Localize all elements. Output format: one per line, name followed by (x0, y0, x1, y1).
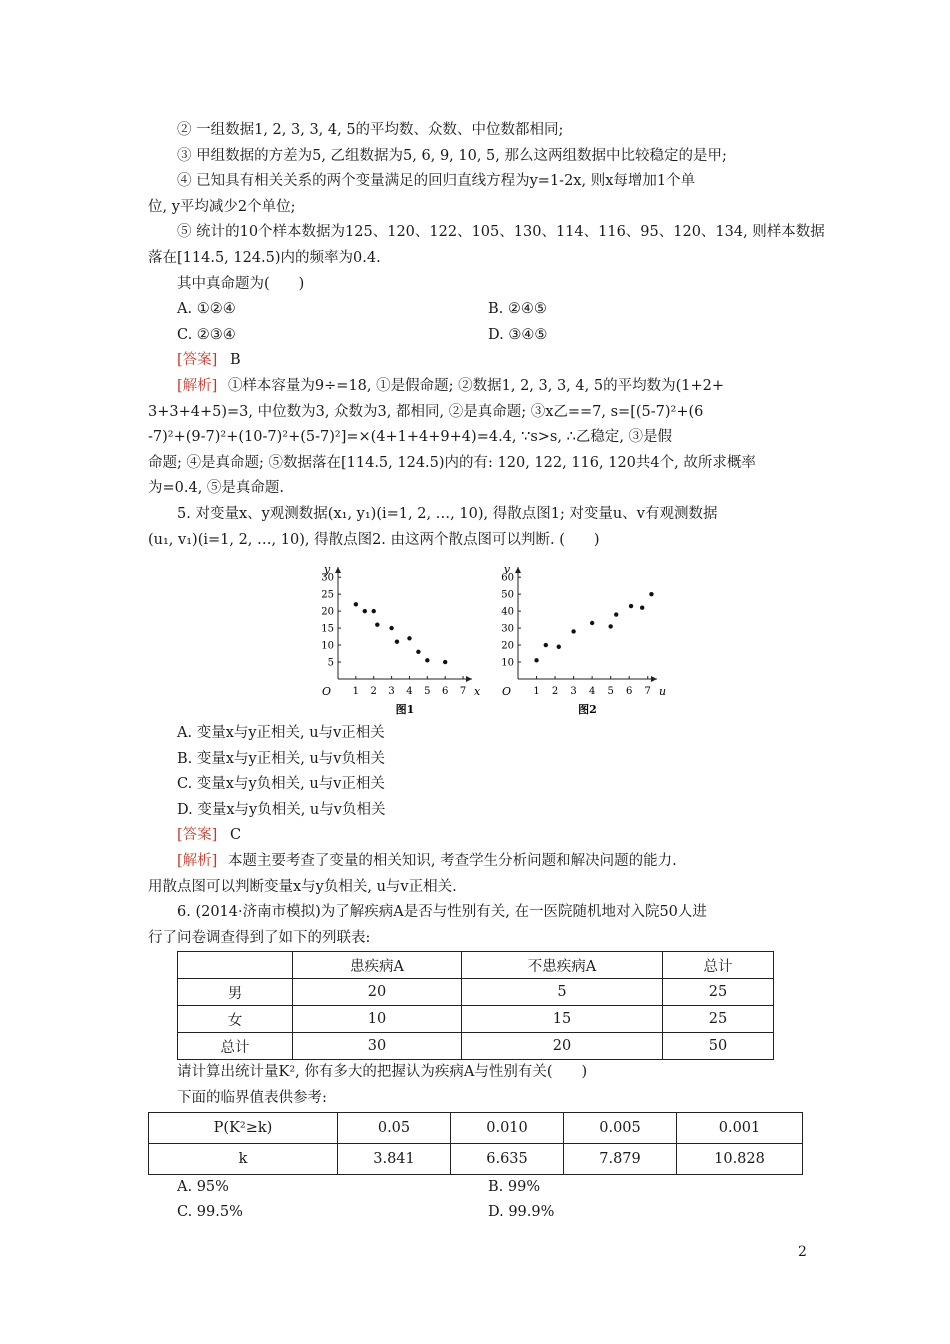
figure-caption: 图2 (578, 703, 597, 717)
table-cell: 50 (663, 1033, 774, 1060)
q6-options-row2 (148, 1200, 808, 1226)
scatter-point (407, 636, 411, 640)
x-axis-arrow (466, 676, 472, 682)
scatter-point (416, 650, 420, 654)
q5-stem-line1: 5. 对变量x、y观测数据(x₁, y₁)(i=1, 2, …, 10), 得散点图1; 对变量u、v有观测数据 (177, 505, 718, 522)
q4-item-4-line1: ④ 已知具有相关关系的两个变量满足的回归直线方程为y=1-2x, 则x每增加1个单 (177, 173, 696, 190)
q4-analysis-line3: -7)²+(9-7)²+(10-7)²+(5-7)²]=×(4+1+4+9+4)=4.4, ∵s>s, ∴乙稳定, ③是假 (148, 429, 673, 446)
y-tick-label: 50 (501, 589, 514, 601)
contingency-table (177, 951, 774, 1060)
q6-option-c: C. 99.5% (177, 1204, 243, 1221)
x-tick-label: 5 (607, 686, 614, 698)
q6-option-b: B. 99% (488, 1178, 541, 1195)
x-tick-label: 4 (588, 686, 596, 698)
table-row (149, 1112, 803, 1143)
q6-stem-line1: 6. (2014·济南市模拟)为了解疾病A是否与性别有关, 在一医院随机地对入院50人进 (177, 904, 707, 921)
scatter-point (375, 623, 379, 627)
analysis-tag: [解析] (177, 853, 218, 870)
q5-stem-line2: (u₁, v₁)(i=1, 2, …, 10), 得散点图2. 由这两个散点图可以判断. ( ) (148, 531, 600, 548)
q5-analysis-text: 本题主要考查了变量的相关知识, 考查学生分析问题和解决问题的能力. (227, 853, 677, 870)
x-axis-arrow (651, 676, 657, 682)
q4-answer (148, 348, 808, 374)
q4-analysis-line2: 3+3+4+5)=3, 中位数为3, 众数为3, 都相同, ②是真命题; ③x乙==7, s=[(5-7)²+(6 (148, 403, 704, 420)
scatter-point (425, 658, 429, 662)
q4-analysis-line5: 为=0.4, ⑤是真命题. (148, 480, 285, 497)
q4-stem: 其中真命题为( ) (177, 275, 305, 292)
scatter-figures (148, 559, 808, 717)
q6-reference: 下面的临界值表供参考: (177, 1090, 327, 1107)
table-cell: 不患疾病A (462, 952, 663, 979)
scatter-point (590, 621, 594, 625)
scatter-point (443, 660, 447, 664)
q4-item-2: ② 一组数据1, 2, 3, 3, 4, 5的平均数、众数、中位数都相同; (177, 122, 564, 138)
y-tick-label: 40 (501, 606, 514, 618)
table-cell: 总计 (663, 952, 774, 979)
table-cell: 20 (293, 979, 462, 1006)
y-axis-arrow (515, 567, 521, 573)
table-row (178, 979, 774, 1006)
q5-option-b: B. 变量x与y正相关, u与v负相关 (177, 750, 385, 767)
x-tick-label: 5 (424, 686, 431, 698)
table-cell: 3.841 (338, 1143, 451, 1174)
q4-option-c: C. ②③④ (177, 326, 236, 343)
q6-option-d: D. 99.9% (488, 1204, 555, 1221)
y-tick-label: 20 (501, 640, 514, 652)
table-row (149, 1143, 803, 1174)
scatter-point (354, 602, 358, 606)
y-tick-label: 10 (321, 640, 334, 652)
table-cell: 5 (462, 979, 663, 1006)
q6-ask: 请计算出统计量K², 你有多大的把握认为疾病A与性别有关( ) (177, 1064, 588, 1081)
table-cell: 10.828 (677, 1143, 803, 1174)
scatter-point (571, 629, 575, 633)
scatter-point (640, 606, 644, 610)
figure-1 (316, 559, 486, 721)
scatter-plot-2 (496, 559, 671, 717)
q6-options-row1 (148, 1175, 808, 1201)
x-tick-label: 2 (370, 686, 377, 698)
table-cell: 患疾病A (293, 952, 462, 979)
analysis-tag: [解析] (177, 377, 218, 394)
scatter-plot-1 (316, 559, 486, 717)
x-tick-label: 6 (442, 686, 449, 698)
x-tick-label: 2 (551, 686, 559, 698)
table-cell: 25 (663, 979, 774, 1006)
q5-option-d: D. 变量x与y负相关, u与v负相关 (177, 801, 386, 818)
scatter-point (608, 624, 612, 628)
scatter-point (544, 643, 548, 647)
y-tick-label: 60 (501, 572, 514, 584)
q5-option-c: C. 变量x与y负相关, u与v正相关 (177, 776, 385, 793)
table-cell: 总计 (178, 1033, 293, 1060)
q5-answer (148, 823, 808, 849)
table-cell: 0.010 (451, 1112, 564, 1143)
table-row (178, 1006, 774, 1033)
y-axis-label: y (324, 563, 331, 577)
q4-options-row2 (148, 323, 808, 349)
table-cell: 6.635 (451, 1143, 564, 1174)
x-axis-label: x (474, 685, 481, 699)
table-cell: 0.05 (338, 1112, 451, 1143)
y-tick-label: 20 (321, 606, 334, 618)
q5-analysis-line2: 用散点图可以判断变量x与y负相关, u与v正相关. (148, 878, 457, 895)
scatter-point (363, 609, 367, 613)
x-tick-label: 3 (388, 686, 395, 698)
critical-value-table (148, 1112, 803, 1175)
y-axis-arrow (335, 567, 341, 573)
scatter-point (395, 640, 399, 644)
q4-option-b: B. ②④⑤ (488, 301, 547, 318)
x-tick-label: 6 (626, 686, 633, 698)
table-row (178, 1033, 774, 1060)
scatter-point (649, 592, 653, 596)
table-cell: 7.879 (564, 1143, 677, 1174)
answer-tag: [答案] (177, 352, 218, 369)
scatter-point (629, 604, 633, 608)
table-cell: 20 (462, 1033, 663, 1060)
y-tick-label: 30 (321, 572, 334, 584)
q5-answer-value: C (229, 827, 242, 844)
origin-label: O (502, 685, 512, 699)
page-number: 2 (798, 1244, 807, 1260)
table-cell: 10 (293, 1006, 462, 1033)
q4-option-d: D. ③④⑤ (488, 326, 548, 343)
scatter-point (614, 612, 618, 616)
figure-caption: 图1 (395, 703, 415, 717)
y-axis-label: v (504, 563, 511, 577)
y-tick-label: 15 (321, 623, 334, 635)
q4-item-4-line2: 位, y平均减少2个单位; (148, 198, 296, 215)
q5-analysis-line1 (148, 849, 808, 875)
table-cell: P(K²≥k) (149, 1112, 338, 1143)
y-tick-label: 25 (321, 589, 334, 601)
scatter-point (534, 658, 538, 662)
origin-label: O (322, 685, 332, 699)
table-cell: 30 (293, 1033, 462, 1060)
figure-2 (496, 559, 671, 721)
table-cell: 0.005 (564, 1112, 677, 1143)
scatter-point (372, 609, 376, 613)
q6-option-a: A. 95% (177, 1178, 229, 1195)
q4-answer-value: B (229, 352, 241, 369)
x-tick-label: 1 (352, 686, 360, 698)
q4-item-3: ③ 甲组数据的方差为5, 乙组数据为5, 6, 9, 10, 5, 那么这两组数据中比较稳定的是甲; (177, 147, 727, 164)
q5-option-a: A. 变量x与y正相关, u与v正相关 (177, 725, 385, 742)
x-tick-label: 4 (406, 686, 413, 698)
q4-item-5-line1: ⑤ 统计的10个样本数据为125、120、122、105、130、114、116、95、120、134, 则样本数据 (177, 224, 825, 241)
x-tick-label: 7 (459, 686, 467, 698)
table-cell: 男 (178, 979, 293, 1006)
table-cell: 女 (178, 1006, 293, 1033)
document-body (148, 118, 825, 1226)
q4-analysis-line1 (148, 374, 808, 400)
q4-analysis-line4: 命题; ④是真命题; ⑤数据落在[114.5, 124.5)内的有: 120, 122, 116, 120共4个, 故所求概率 (148, 454, 756, 471)
answer-tag: [答案] (177, 827, 218, 844)
table-cell (178, 952, 293, 979)
y-tick-label: 5 (327, 657, 334, 669)
table-cell: k (149, 1143, 338, 1174)
y-tick-label: 30 (501, 623, 514, 635)
x-tick-label: 3 (570, 686, 577, 698)
scatter-point (557, 645, 561, 649)
x-axis-label: u (659, 685, 667, 699)
q4-option-a: A. ①②④ (177, 301, 236, 318)
y-tick-label: 10 (501, 657, 514, 669)
q4-item-5-line2: 落在[114.5, 124.5)内的频率为0.4. (148, 249, 381, 266)
q4-analysis-text: ①样本容量为9÷=18, ①是假命题; ②数据1, 2, 3, 3, 4, 5的平均数为(1+2+ (227, 377, 724, 394)
q6-stem-line2: 行了问卷调查得到了如下的列联表: (148, 929, 371, 946)
table-cell: 0.001 (677, 1112, 803, 1143)
table-cell: 25 (663, 1006, 774, 1033)
table-header-row (178, 952, 774, 979)
scatter-point (389, 626, 393, 630)
x-tick-label: 7 (644, 686, 651, 698)
q4-options-row1 (148, 297, 808, 323)
table-cell: 15 (462, 1006, 663, 1033)
x-tick-label: 1 (533, 686, 540, 698)
